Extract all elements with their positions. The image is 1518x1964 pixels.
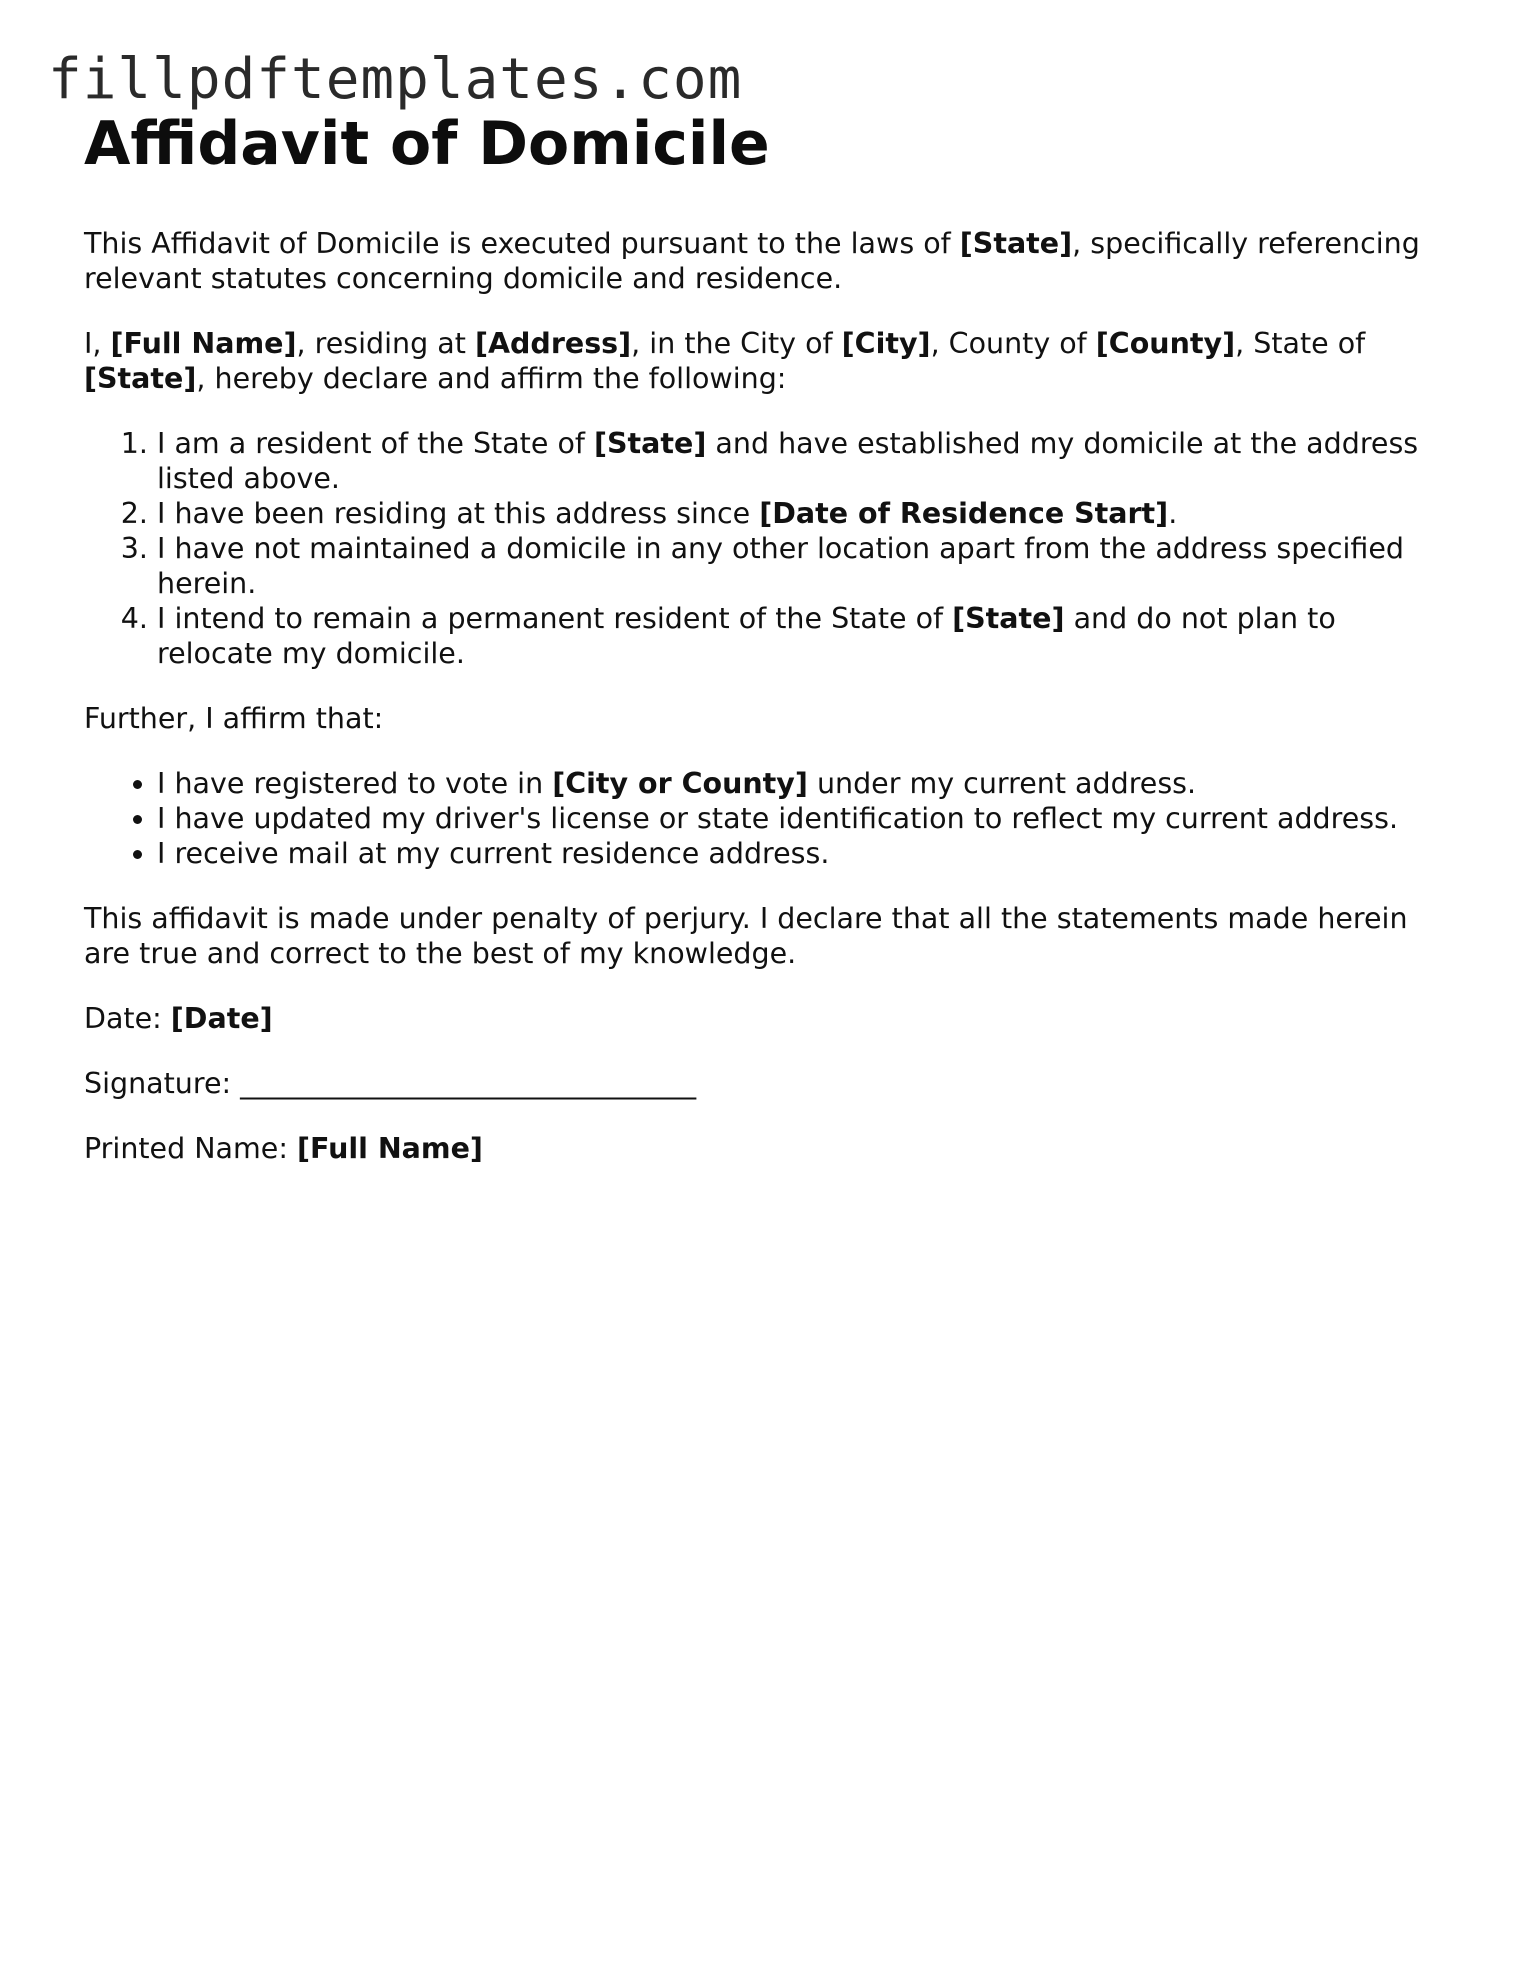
date-placeholder: [Date] (170, 1002, 273, 1035)
intro-text-1: This Affidavit of Domicile is executed pursuant to the laws of (84, 227, 960, 260)
numbered-item (157, 426, 1424, 496)
date-label: Date: (84, 1002, 171, 1035)
item-text: and have established my domicile at the address listed above. (157, 427, 1419, 495)
bullet-list (84, 766, 1424, 871)
item-text: I receive mail at my current residence address. (157, 837, 830, 870)
full-name-placeholder: [Full Name] (110, 327, 297, 360)
city-or-county-placeholder: [City or County] (552, 767, 808, 800)
intro-text-2: , specifically referencing relevant statutes concerning domicile and residence. (84, 227, 1420, 295)
intro-paragraph (84, 226, 1424, 296)
numbered-list (84, 426, 1424, 671)
bullet-item (157, 801, 1424, 836)
item-text: I am a resident of the State of (157, 427, 594, 460)
residence-date-placeholder: [Date of Residence Start] (759, 497, 1169, 530)
date-line (84, 1001, 1424, 1036)
item-text: and do not plan to relocate my domicile. (157, 602, 1336, 670)
declaration-text: , residing at (296, 327, 475, 360)
declaration-text: , County of (930, 327, 1096, 360)
city-placeholder: [City] (841, 327, 931, 360)
signature-label: Signature: (84, 1067, 241, 1100)
item-text: I have registered to vote in (157, 767, 553, 800)
declaration-text: , State of (1235, 327, 1366, 360)
state-placeholder: [State] (84, 362, 197, 395)
penalty-paragraph: This affidavit is made under penalty of perjury. I declare that all the statements made herein are true and correct to the best of my knowledge. (84, 902, 1408, 970)
address-placeholder: [Address] (474, 327, 632, 360)
watermark-text: fillpdftemplates.com (48, 47, 743, 112)
printed-name-placeholder: [Full Name] (297, 1132, 483, 1165)
item-text: under my current address. (807, 767, 1197, 800)
bullet-item (157, 766, 1424, 801)
declaration-text: I, (84, 327, 111, 360)
document-title: Affidavit of Domicile (84, 109, 770, 179)
printed-name-line (84, 1131, 1424, 1166)
state-placeholder: [State] (593, 427, 707, 460)
intro-state-placeholder: [State] (959, 227, 1073, 260)
item-text: I have not maintained a domicile in any other location apart from the address specified herein. (157, 532, 1405, 600)
printed-name-label: Printed Name: (84, 1132, 297, 1165)
declaration-text: , hereby declare and affirm the following: (196, 362, 787, 395)
county-placeholder: [County] (1095, 327, 1236, 360)
numbered-item (157, 601, 1424, 671)
item-text: I intend to remain a permanent resident of the State of (157, 602, 953, 635)
numbered-item (157, 496, 1424, 531)
signature-blank[interactable]: ________________________________ (240, 1067, 697, 1100)
item-text: I have been residing at this address since (157, 497, 760, 530)
item-text: I have updated my driver's license or state identification to reflect my current address. (157, 802, 1399, 835)
state-placeholder: [State] (952, 602, 1065, 635)
bullet-item (157, 836, 1424, 871)
numbered-item (157, 531, 1424, 601)
item-text: . (1168, 497, 1178, 530)
signature-line (84, 1066, 1424, 1101)
declaration-text: , in the City of (631, 327, 842, 360)
further-affirm-line: Further, I affirm that: (84, 702, 384, 735)
declaration-paragraph (84, 326, 1424, 396)
document-body (84, 108, 1424, 1196)
